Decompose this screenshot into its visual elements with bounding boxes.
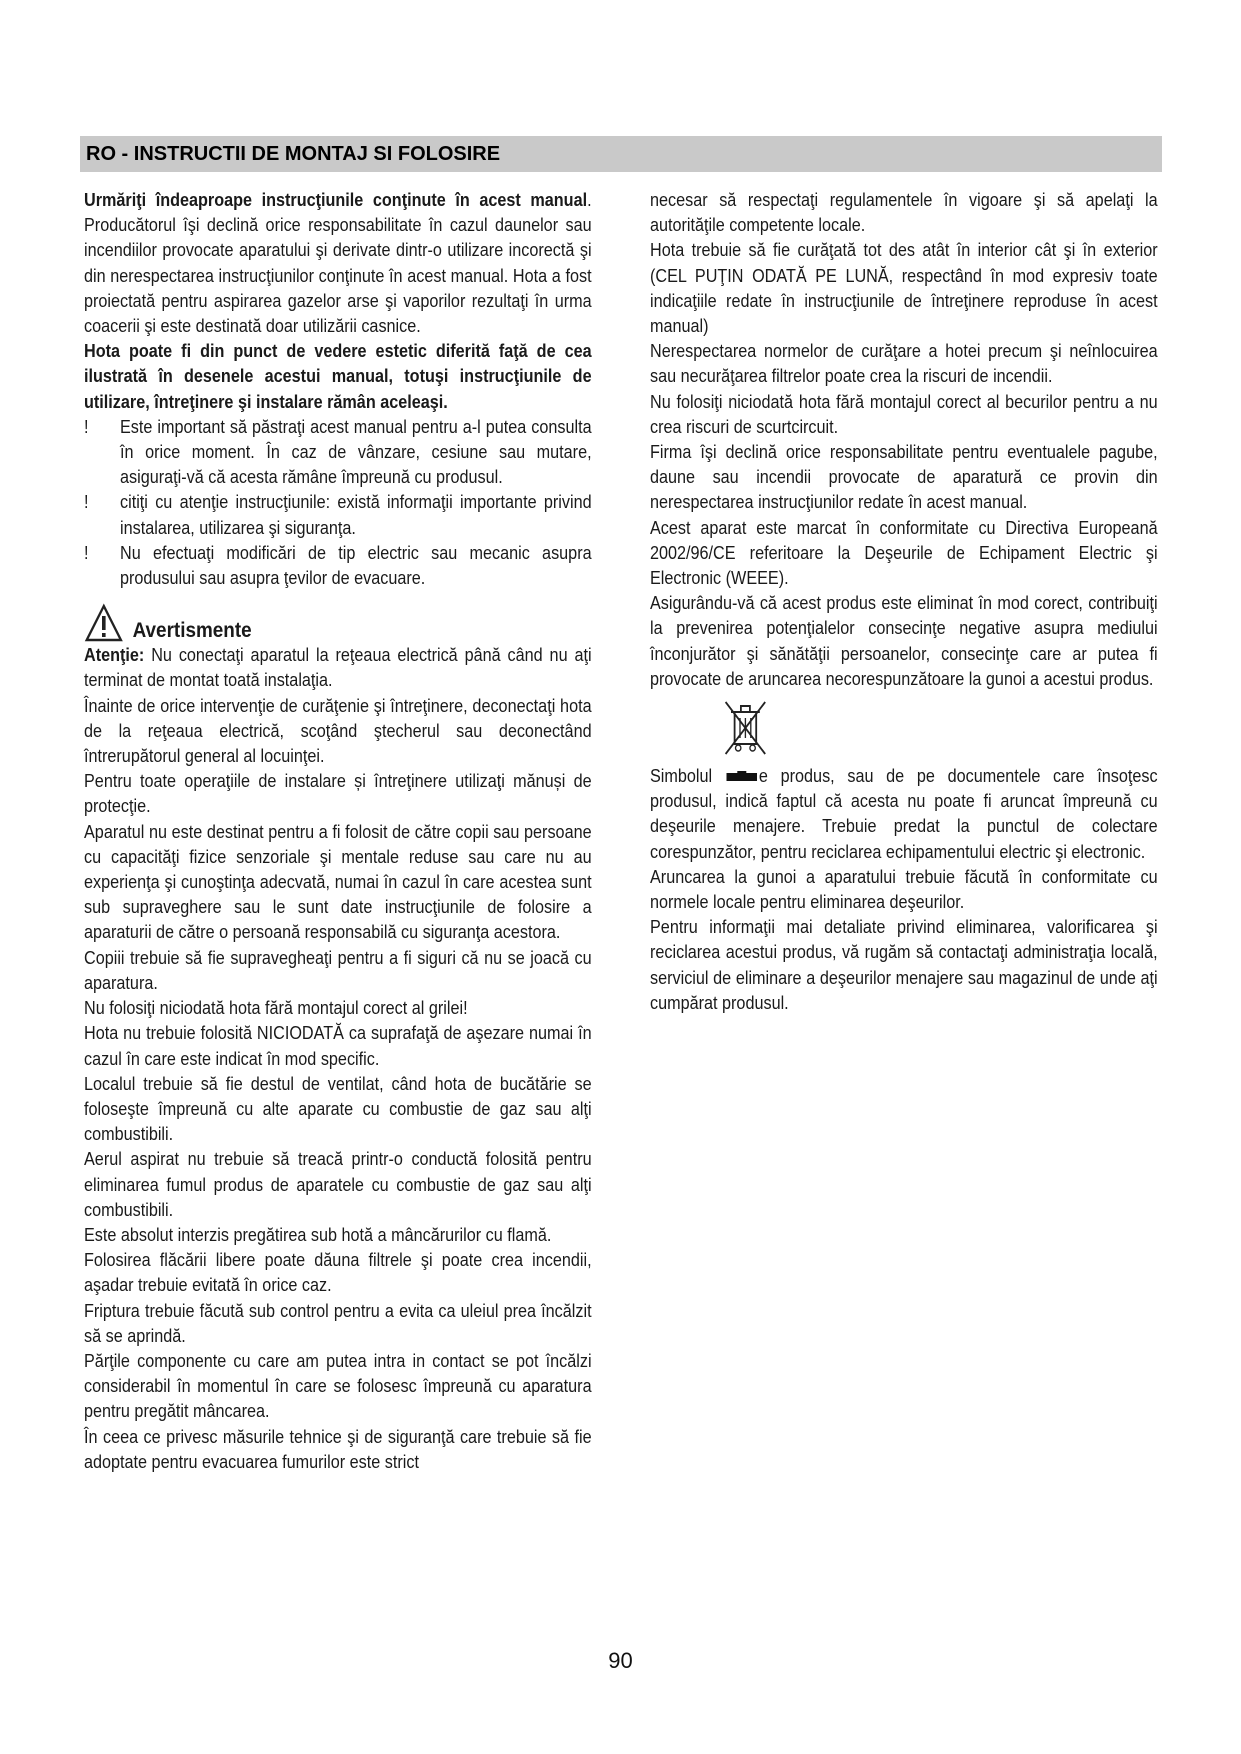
paragraph: Folosirea flăcării libere poate dăuna filtrele şi poate crea incendii, aşadar trebuie evitată în orice caz. bbox=[84, 1250, 592, 1296]
attention-paragraph bbox=[84, 643, 592, 693]
paragraph: În ceea ce privesc măsurile tehnice şi de siguranţă care trebuie să fie adoptate pentru evacuarea fumurilor este strict bbox=[84, 1426, 592, 1472]
warning-triangle-icon bbox=[84, 603, 124, 643]
left-column bbox=[84, 188, 592, 1475]
symbol-text: e produs, sau de pe documentele care însoţesc produsul, indică faptul că acesta nu poate fi aruncat împreună cu deşeurile menajere. Trebuie predat la punctul de colectare corespunzător, pentru reciclarea echipamentului electric şi electronic. bbox=[650, 766, 1158, 862]
paragraph: Aruncarea la gunoi a aparatului trebuie făcută în conformitate cu normele locale pentru eliminarea deşeurilor. bbox=[650, 866, 1158, 913]
weee-inline-icon bbox=[727, 771, 758, 783]
warning-heading bbox=[84, 599, 592, 643]
paragraph: Aerul aspirat nu trebuie să treacă printr-o conductă folosită pentru eliminarea fumul produs de aparatele cu combustie de gaz sau alţi combustibili. bbox=[84, 1149, 592, 1220]
list-item-text: citiţi cu atenţie instrucţiunile: există informaţii importante privind instalarea, utilizarea şi siguranţa. bbox=[120, 492, 592, 538]
warning-title: Avertismente bbox=[132, 619, 252, 643]
list-item-text: Nu efectuaţi modificări de tip electric sau mecanic asupra produsului sau asupra ţevilor de evacuare. bbox=[120, 542, 592, 589]
list-item bbox=[84, 415, 592, 491]
symbol-paragraph bbox=[650, 764, 1158, 865]
paragraph: Aparatul nu este destinat pentru a fi folosit de către copii sau persoane cu capacităţi fizice senzoriale şi mentale reduse sau care nu au experienţa şi cunoştinţa adecvată, numai în cazul în care acestea sunt sub supraveghere sau le sunt date instrucţiunile de folosire a aparaturii de către o persoană responsabilă cu siguranţa acestora. bbox=[84, 821, 592, 943]
paragraph: Pentru informaţii mai detaliate privind eliminarea, valorificarea şi reciclarea acestui produs, vă rugăm să contactaţi administraţia locală, serviciul de eliminare a deşeurilor menajere sau magazinul de unde aţi cumpărat produsul. bbox=[650, 917, 1158, 1013]
exclamation-mark: ! bbox=[84, 542, 89, 563]
paragraph: Hota nu trebuie folosită NICIODATĂ ca suprafaţă de aşezare numai în cazul în care este indicat în mod specific. bbox=[84, 1023, 592, 1069]
page-title: RO - INSTRUCTII DE MONTAJ SI FOLOSIRE bbox=[86, 143, 501, 165]
paragraph: Înainte de orice intervenţie de curăţenie şi întreţinere, deconectaţi hota de la reţeaua electrică, scoţând ştecherul sau deconectând întrerupătorul general al locuinţei. bbox=[84, 695, 592, 767]
intro-paragraph bbox=[84, 188, 592, 339]
weee-symbol-block bbox=[650, 698, 1158, 764]
attention-label: Atenţie: bbox=[84, 645, 145, 666]
paragraph: Acest aparat este marcat în conformitate cu Directiva Europeană 2002/96/CE referitoare la Deşeurile de Echipament Electric şi Electronic (WEEE). bbox=[650, 517, 1158, 589]
design-note: Hota poate fi din punct de vedere estetic diferită faţă de cea ilustrată în desenele acestui manual, totuşi instrucţiunile de utilizare, întreţinere şi instalare rămân aceleaşi. bbox=[84, 341, 592, 412]
paragraph: Nu folosiţi niciodată hota fără montajul corect al becurilor pentru a nu crea riscuri de scurtcircuit. bbox=[650, 391, 1158, 437]
paragraph: Este absolut interzis pregătirea sub hotă a mâncărurilor cu flamă. bbox=[84, 1224, 552, 1245]
paragraph: Hota trebuie să fie curăţată tot des atât în interior cât şi în exterior (CEL PUŢIN ODATĂ PE LUNĂ, respectând în mod expresiv toate indicaţiile redate în instrucţiunile de întreţinere reproduse în acest manual) bbox=[650, 240, 1158, 337]
list-item bbox=[84, 541, 592, 591]
paragraph: Firma îşi declină orice responsabilitate pentru eventualele pagube, daune sau incendii provocate de aparatură ce provin din nerespectarea instrucţiunilor redate în acest manual. bbox=[650, 442, 1158, 513]
paragraph: Friptura trebuie făcută sub control pentru a evita ca uleiul prea încălzit să se aprindă. bbox=[84, 1300, 592, 1346]
paragraph: Copiii trebuie să fie supravegheaţi pentru a fi siguri că nu se joacă cu aparatura. bbox=[84, 947, 592, 993]
right-column bbox=[650, 188, 1158, 1016]
list-item-text: Este important să păstraţi acest manual pentru a-l putea consulta în orice moment. În caz de vânzare, cesiune sau mutare, asiguraţi-vă că acesta rămâne împreună cu produsul. bbox=[120, 416, 592, 488]
list-item bbox=[84, 490, 592, 540]
section-header bbox=[80, 136, 1162, 172]
page-number: 90 bbox=[608, 1648, 633, 1673]
paragraph: Nu folosiţi niciodată hota fără montajul corect al grilei! bbox=[84, 998, 468, 1019]
intro-bold: Urmăriţi îndeaproape instrucţiunile conţinute în acest manual bbox=[84, 190, 588, 210]
symbol-lead: Simbolul bbox=[650, 766, 713, 787]
exclamation-mark: ! bbox=[84, 416, 89, 437]
attention-text: Nu conectaţi aparatul la reţeaua electrică până când nu aţi terminat de montat toată instalaţia. bbox=[84, 645, 592, 691]
crossed-out-bin-icon bbox=[720, 698, 770, 758]
paragraph: Nerespectarea normelor de curăţare a hotei precum şi neînlocuirea sau necurăţarea filtrelor poate crea la riscuri de incendii. bbox=[650, 341, 1158, 387]
intro-text: . Producătorul îşi declină orice responsabilitate în cazul daunelor sau incendiilor provocate aparatului şi derivate dintr-o utilizare incorectă şi din nerespectarea instrucţiunilor conţinute în acest manual. Hota a fost proiectată pentru aspirarea gazelor arse şi vaporilor rezultaţi în urma coacerii şi este destinată doar utilizării casnice. bbox=[84, 190, 592, 337]
paragraph: Părţile componente cu care am putea intra in contact se pot încălzi considerabil în momentul în care se folosesc împreună cu aparatura pentru pregătit mâncarea. bbox=[84, 1350, 592, 1422]
exclamation-mark: ! bbox=[84, 492, 89, 513]
paragraph: necesar să respectaţi regulamentele în vigoare şi să apelaţi la autorităţile competente locale. bbox=[650, 190, 1158, 236]
paragraph: Localul trebuie să fie destul de ventilat, când hota de bucătărie se foloseşte împreună cu alte aparate cu combustie de gaz sau alţi combustibili. bbox=[84, 1073, 592, 1145]
paragraph: Pentru toate operaţiile de instalare și întreţinere utilizaţi mănuși de protecţie. bbox=[84, 771, 592, 817]
paragraph: Asigurându-vă că acest produs este eliminat în mod corect, contribuiţi la prevenirea potenţialelor consecinţe negative asupra mediului înconjurător şi sănătăţii persoanelor, consecinţe care ar putea fi provocate de aruncarea necorespunzătoare la gunoi a acestui produs. bbox=[650, 593, 1158, 689]
